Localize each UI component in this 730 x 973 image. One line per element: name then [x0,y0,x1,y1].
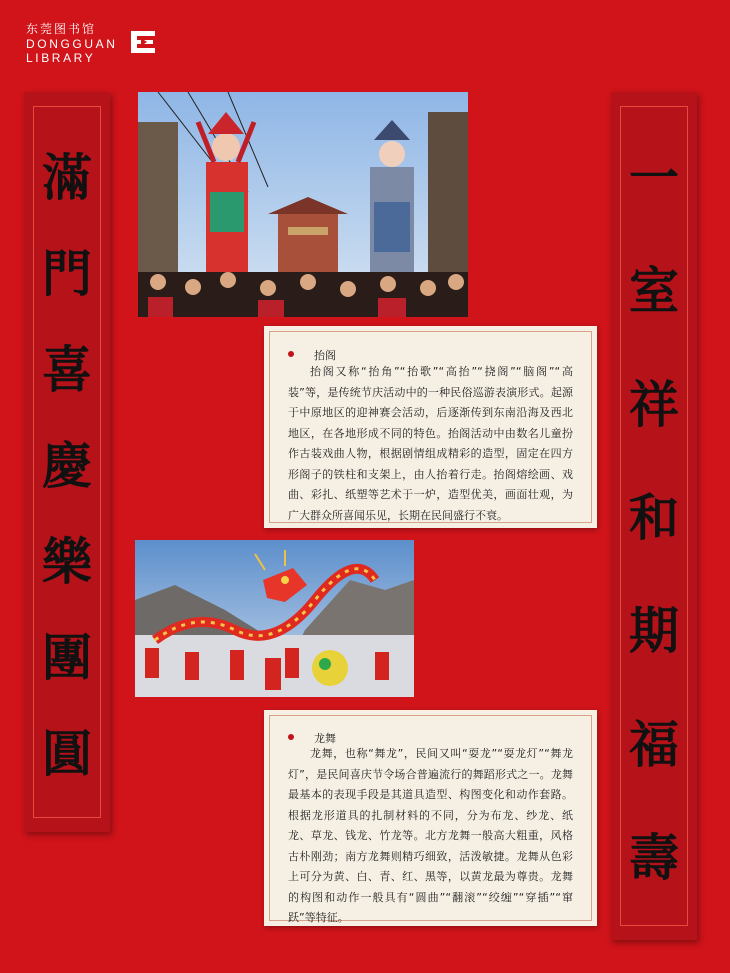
couplet-char: 一 [629,148,679,207]
couplet-char: 樂 [42,532,92,591]
bullet-dot-icon [288,351,294,357]
couplet-char: 期 [629,601,679,661]
couplet-char: 喜 [42,340,92,399]
library-logo [26,20,117,65]
library-name-en-1: DONGGUAN [26,37,118,51]
couplet-char: 和 [629,487,679,547]
dragon-dance-card [264,710,597,926]
couplet-char: 壽 [629,827,679,887]
couplet-left [24,92,110,832]
dragon-dance-photo [135,540,414,697]
dragon-dance-text: 龙舞，也称“舞龙”，民间又叫“耍龙”“耍龙灯”“舞龙灯”，是民间喜庆节令场合普遍流行的舞蹈形式之一。龙舞最基本的表现手段是其道具造型、构图变化和动作套路。根据龙形道具的扎制材料的不同，分为布龙、纱龙、纸龙、草龙、钱龙、竹龙等。北方龙舞一般高大粗重，风格古朴刚劲；南方龙舞则精巧细致，活泼敏捷。龙舞从色彩上可分为黄、白、青、红、黑等，以黄龙最为尊贵。龙舞的构图和动作一般具有“圆曲”“翻滚”“绞缠”“穿插”“窜跃”等特征。 [288,747,573,924]
taige-heading [288,347,336,363]
taige-photo [138,92,468,317]
taige-title: 抬阁 [314,349,336,362]
library-logo-icon [127,28,159,56]
couplet-char: 團 [42,628,92,687]
library-name-cn: 东莞图书馆 [26,22,97,36]
taige-card [264,326,597,528]
couplet-char: 門 [42,244,92,303]
library-name-en-2: LIBRARY [26,51,96,65]
couplet-right [611,92,697,940]
couplet-left-chars [24,148,110,784]
couplet-char: 慶 [42,436,92,495]
couplet-char: 圓 [42,724,92,783]
taige-text: 抬阁又称“抬角”“抬歌”“高抬”“挠阁”“脑阁”“高装”等，是传统节庆活动中的一种民俗巡游表演形式。起源于中原地区的迎神赛会活动，后逐渐传到东南沿海及西北地区，在各地形成不同的特色。抬阁活动中由数名儿童扮作古装戏曲人物，根据剧情组成精彩的造型，固定在四方形阁子的铁柱和支架上，由人抬着行走。抬阁熔绘画、戏曲、彩扎、纸塑等艺术于一炉，造型优美，画面壮观，为广大群众所喜闻乐见，长期在民间盛行不衰。 [288,365,573,522]
couplet-char: 室 [629,261,679,321]
bullet-dot-icon [288,734,294,740]
couplet-right-chars [611,148,697,888]
couplet-char: 福 [629,714,679,774]
couplet-char: 祥 [629,374,679,434]
couplet-char: 滿 [42,148,92,207]
dragon-dance-title: 龙舞 [314,732,336,745]
